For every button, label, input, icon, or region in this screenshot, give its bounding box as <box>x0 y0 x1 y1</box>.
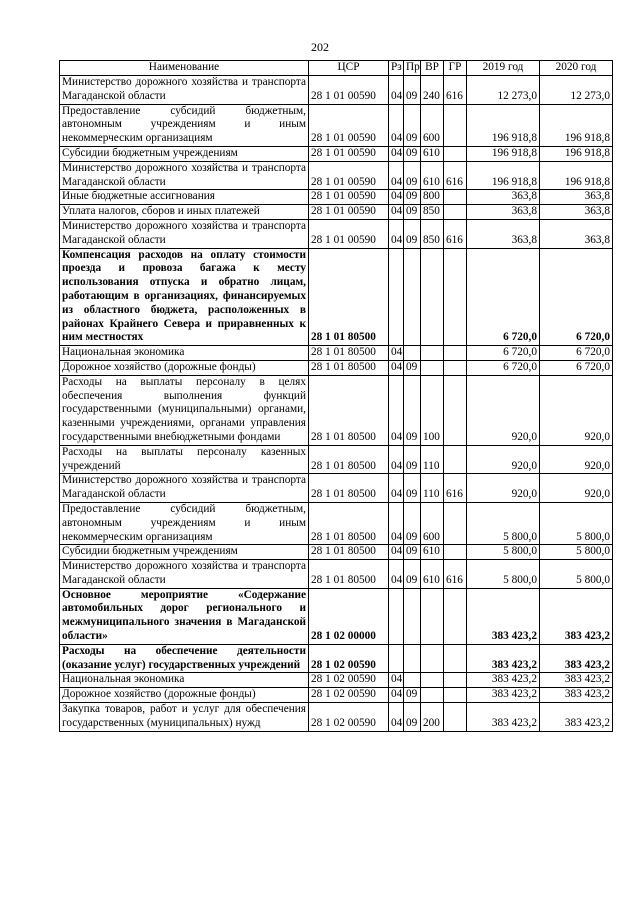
cell-2019: 5 800,0 <box>467 545 540 560</box>
cell-2019: 383 423,2 <box>467 644 540 673</box>
cell-vr: 110 <box>421 474 444 503</box>
cell-2020: 383 423,2 <box>540 644 613 673</box>
cell-rz: 04 <box>389 502 404 544</box>
column-header-csr: ЦСР <box>309 61 389 76</box>
cell-vr <box>421 248 444 346</box>
cell-gr: 616 <box>444 161 467 190</box>
table-row <box>60 104 613 146</box>
cell-2019: 196 918,8 <box>467 161 540 190</box>
column-header-vr: ВР <box>421 61 444 76</box>
cell-gr <box>444 588 467 644</box>
cell-csr: 28 1 01 80500 <box>309 502 389 544</box>
table-row <box>60 502 613 544</box>
cell-csr: 28 1 01 00590 <box>309 161 389 190</box>
cell-name: Национальная экономика <box>60 673 309 688</box>
table-row <box>60 219 613 248</box>
cell-pr: 09 <box>404 688 421 703</box>
cell-pr <box>404 673 421 688</box>
cell-name: Министерство дорожного хозяйства и транспорта Магаданской области <box>60 161 309 190</box>
cell-gr: 616 <box>444 76 467 105</box>
cell-2019: 363,8 <box>467 205 540 220</box>
cell-csr: 28 1 01 80500 <box>309 248 389 346</box>
cell-name: Предоставление субсидий бюджетным, автономным учреждениям и иным некоммерческим организациям <box>60 104 309 146</box>
table-row <box>60 375 613 445</box>
cell-2019: 920,0 <box>467 474 540 503</box>
cell-csr: 28 1 01 80500 <box>309 346 389 361</box>
cell-pr: 09 <box>404 161 421 190</box>
cell-csr: 28 1 01 00590 <box>309 205 389 220</box>
cell-2020: 196 918,8 <box>540 161 613 190</box>
cell-2019: 383 423,2 <box>467 673 540 688</box>
cell-name: Компенсация расходов на оплату стоимости проезда и провоза багажа к месту использования отпуска и обратно лицам, работающим в организациях, финансируемых из областного бюджета, расположенных в районах Крайнего Севера и приравненных к ним местностях <box>60 248 309 346</box>
cell-csr: 28 1 01 80500 <box>309 375 389 445</box>
table-row <box>60 688 613 703</box>
cell-2020: 920,0 <box>540 474 613 503</box>
cell-csr: 28 1 02 00000 <box>309 588 389 644</box>
table-row <box>60 445 613 474</box>
cell-pr: 09 <box>404 703 421 732</box>
budget-table <box>59 60 613 732</box>
cell-2020: 383 423,2 <box>540 688 613 703</box>
cell-gr <box>444 190 467 205</box>
cell-name: Основное мероприятие «Содержание автомобильных дорог регионального и межмуниципального значения в Магаданской области» <box>60 588 309 644</box>
cell-2019: 196 918,8 <box>467 146 540 161</box>
table-row <box>60 673 613 688</box>
cell-2019: 6 720,0 <box>467 360 540 375</box>
cell-2019: 383 423,2 <box>467 703 540 732</box>
cell-2019: 383 423,2 <box>467 688 540 703</box>
cell-vr <box>421 346 444 361</box>
cell-2019: 5 800,0 <box>467 560 540 589</box>
cell-gr <box>444 545 467 560</box>
table-row <box>60 560 613 589</box>
cell-pr: 09 <box>404 502 421 544</box>
cell-gr <box>444 445 467 474</box>
table-row <box>60 146 613 161</box>
cell-vr: 850 <box>421 205 444 220</box>
cell-2019: 920,0 <box>467 375 540 445</box>
cell-csr: 28 1 01 00590 <box>309 146 389 161</box>
cell-csr: 28 1 01 80500 <box>309 545 389 560</box>
table-row <box>60 474 613 503</box>
cell-rz: 04 <box>389 146 404 161</box>
cell-vr: 610 <box>421 146 444 161</box>
cell-rz <box>389 644 404 673</box>
cell-csr: 28 1 01 00590 <box>309 219 389 248</box>
cell-vr: 800 <box>421 190 444 205</box>
cell-2019: 363,8 <box>467 219 540 248</box>
cell-2020: 5 800,0 <box>540 545 613 560</box>
cell-csr: 28 1 01 80500 <box>309 445 389 474</box>
cell-rz: 04 <box>389 76 404 105</box>
cell-name: Дорожное хозяйство (дорожные фонды) <box>60 360 309 375</box>
cell-pr: 09 <box>404 445 421 474</box>
cell-gr <box>444 360 467 375</box>
table-row <box>60 545 613 560</box>
cell-gr <box>444 104 467 146</box>
cell-name: Расходы на выплаты персоналу в целях обеспечения выполнения функций государственными (муниципальными) органами, казенными учреждениями, органами управления государственными внебюджетными фондами <box>60 375 309 445</box>
column-header-rz: Рз <box>389 61 404 76</box>
cell-2020: 196 918,8 <box>540 104 613 146</box>
cell-vr <box>421 644 444 673</box>
cell-vr <box>421 673 444 688</box>
cell-gr <box>444 146 467 161</box>
cell-csr: 28 1 02 00590 <box>309 703 389 732</box>
table-header-row <box>60 61 613 76</box>
cell-rz: 04 <box>389 161 404 190</box>
cell-rz: 04 <box>389 545 404 560</box>
cell-2019: 920,0 <box>467 445 540 474</box>
cell-rz: 04 <box>389 360 404 375</box>
cell-2019: 12 273,0 <box>467 76 540 105</box>
cell-rz: 04 <box>389 205 404 220</box>
table-row <box>60 644 613 673</box>
cell-2020: 383 423,2 <box>540 673 613 688</box>
cell-csr: 28 1 01 00590 <box>309 76 389 105</box>
cell-vr: 110 <box>421 445 444 474</box>
cell-pr: 09 <box>404 205 421 220</box>
cell-rz: 04 <box>389 346 404 361</box>
cell-rz: 04 <box>389 673 404 688</box>
table-row <box>60 346 613 361</box>
cell-vr <box>421 588 444 644</box>
cell-2020: 920,0 <box>540 445 613 474</box>
cell-gr <box>444 205 467 220</box>
column-header-name: Наименование <box>60 61 309 76</box>
cell-gr <box>444 346 467 361</box>
cell-gr: 616 <box>444 219 467 248</box>
table-row <box>60 703 613 732</box>
column-header-gr: ГР <box>444 61 467 76</box>
cell-vr: 600 <box>421 502 444 544</box>
cell-name: Министерство дорожного хозяйства и транспорта Магаданской области <box>60 76 309 105</box>
cell-pr: 09 <box>404 76 421 105</box>
column-header-2019: 2019 год <box>467 61 540 76</box>
cell-vr: 850 <box>421 219 444 248</box>
cell-2019: 6 720,0 <box>467 346 540 361</box>
cell-pr: 09 <box>404 146 421 161</box>
cell-2020: 363,8 <box>540 190 613 205</box>
cell-rz <box>389 248 404 346</box>
cell-2020: 196 918,8 <box>540 146 613 161</box>
cell-rz: 04 <box>389 190 404 205</box>
cell-rz: 04 <box>389 560 404 589</box>
cell-2020: 920,0 <box>540 375 613 445</box>
cell-vr <box>421 360 444 375</box>
cell-2019: 196 918,8 <box>467 104 540 146</box>
cell-2020: 363,8 <box>540 219 613 248</box>
cell-rz: 04 <box>389 445 404 474</box>
cell-2020: 383 423,2 <box>540 588 613 644</box>
cell-gr <box>444 703 467 732</box>
cell-gr <box>444 248 467 346</box>
cell-gr: 616 <box>444 560 467 589</box>
cell-csr: 28 1 01 00590 <box>309 190 389 205</box>
cell-2020: 363,8 <box>540 205 613 220</box>
cell-csr: 28 1 02 00590 <box>309 644 389 673</box>
table-row <box>60 190 613 205</box>
cell-name: Расходы на обеспечение деятельности (оказание услуг) государственных учреждений <box>60 644 309 673</box>
cell-rz: 04 <box>389 474 404 503</box>
cell-gr <box>444 644 467 673</box>
cell-gr <box>444 688 467 703</box>
cell-vr <box>421 688 444 703</box>
table-row <box>60 248 613 346</box>
cell-rz: 04 <box>389 104 404 146</box>
cell-vr: 100 <box>421 375 444 445</box>
cell-pr <box>404 248 421 346</box>
cell-rz <box>389 588 404 644</box>
cell-2020: 6 720,0 <box>540 248 613 346</box>
cell-2020: 5 800,0 <box>540 560 613 589</box>
cell-name: Расходы на выплаты персоналу казенных учреждений <box>60 445 309 474</box>
cell-name: Министерство дорожного хозяйства и транспорта Магаданской области <box>60 219 309 248</box>
cell-pr: 09 <box>404 104 421 146</box>
cell-csr: 28 1 01 80500 <box>309 560 389 589</box>
cell-csr: 28 1 02 00590 <box>309 688 389 703</box>
cell-2019: 363,8 <box>467 190 540 205</box>
cell-pr <box>404 588 421 644</box>
cell-name: Субсидии бюджетным учреждениям <box>60 146 309 161</box>
cell-name: Министерство дорожного хозяйства и транспорта Магаданской области <box>60 474 309 503</box>
cell-csr: 28 1 02 00590 <box>309 673 389 688</box>
cell-vr: 240 <box>421 76 444 105</box>
cell-gr: 616 <box>444 474 467 503</box>
cell-gr <box>444 375 467 445</box>
cell-name: Предоставление субсидий бюджетным, автономным учреждениям и иным некоммерческим организациям <box>60 502 309 544</box>
column-header-pr: Пр <box>404 61 421 76</box>
cell-vr: 610 <box>421 560 444 589</box>
cell-name: Иные бюджетные ассигнования <box>60 190 309 205</box>
cell-pr: 09 <box>404 190 421 205</box>
cell-2020: 12 273,0 <box>540 76 613 105</box>
cell-2020: 6 720,0 <box>540 360 613 375</box>
cell-name: Уплата налогов, сборов и иных платежей <box>60 205 309 220</box>
page-number: 202 <box>311 40 329 54</box>
cell-2019: 6 720,0 <box>467 248 540 346</box>
cell-2020: 5 800,0 <box>540 502 613 544</box>
table-row <box>60 360 613 375</box>
cell-rz: 04 <box>389 688 404 703</box>
cell-2020: 6 720,0 <box>540 346 613 361</box>
column-header-2020: 2020 год <box>540 61 613 76</box>
cell-vr: 200 <box>421 703 444 732</box>
cell-rz: 04 <box>389 219 404 248</box>
cell-rz: 04 <box>389 703 404 732</box>
cell-name: Дорожное хозяйство (дорожные фонды) <box>60 688 309 703</box>
table-row <box>60 588 613 644</box>
cell-gr <box>444 673 467 688</box>
cell-name: Закупка товаров, работ и услуг для обеспечения государственных (муниципальных) нужд <box>60 703 309 732</box>
cell-pr: 09 <box>404 375 421 445</box>
cell-2020: 383 423,2 <box>540 703 613 732</box>
cell-name: Министерство дорожного хозяйства и транспорта Магаданской области <box>60 560 309 589</box>
cell-vr: 610 <box>421 545 444 560</box>
cell-name: Субсидии бюджетным учреждениям <box>60 545 309 560</box>
cell-2019: 5 800,0 <box>467 502 540 544</box>
cell-pr: 09 <box>404 219 421 248</box>
table-body <box>60 76 613 732</box>
cell-pr <box>404 346 421 361</box>
cell-vr: 610 <box>421 161 444 190</box>
cell-pr: 09 <box>404 545 421 560</box>
table-row <box>60 76 613 105</box>
cell-csr: 28 1 01 80500 <box>309 474 389 503</box>
cell-name: Национальная экономика <box>60 346 309 361</box>
cell-csr: 28 1 01 00590 <box>309 104 389 146</box>
cell-pr <box>404 644 421 673</box>
cell-gr <box>444 502 467 544</box>
cell-csr: 28 1 01 80500 <box>309 360 389 375</box>
table-row <box>60 161 613 190</box>
cell-pr: 09 <box>404 360 421 375</box>
cell-2019: 383 423,2 <box>467 588 540 644</box>
cell-pr: 09 <box>404 560 421 589</box>
table-row <box>60 205 613 220</box>
cell-vr: 600 <box>421 104 444 146</box>
cell-pr: 09 <box>404 474 421 503</box>
cell-rz: 04 <box>389 375 404 445</box>
